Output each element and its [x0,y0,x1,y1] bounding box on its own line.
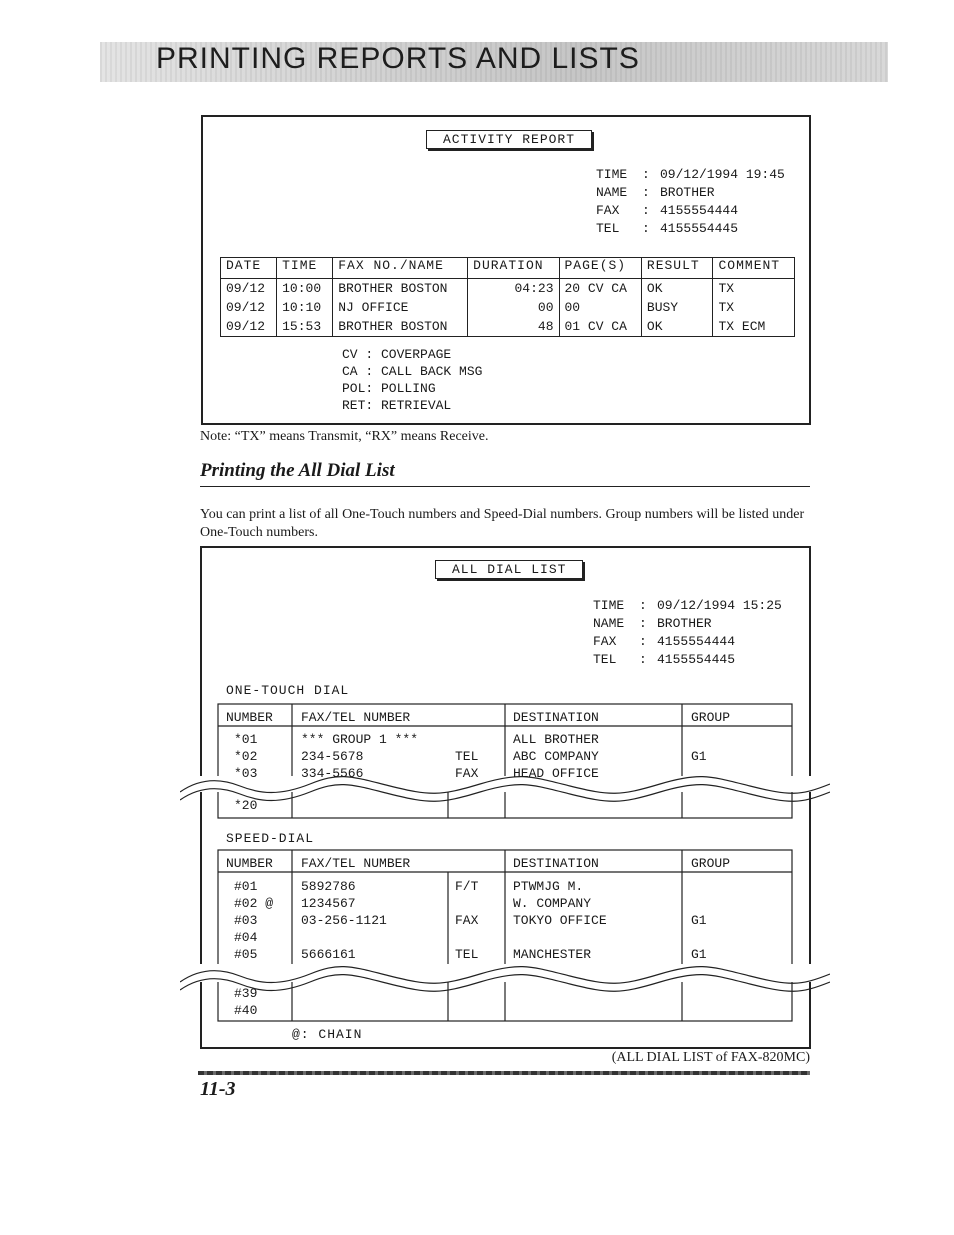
page-number: 11-3 [200,1078,236,1100]
chain-note: @: CHAIN [292,1027,363,1042]
activity-cell: 10:10 [277,298,333,317]
activity-cell: 15:53 [277,317,333,337]
activity-row [221,317,795,337]
activity-column-header: COMMENT [713,258,795,279]
activity-column-header: FAX NO./NAME [333,258,468,279]
speed-dial-type: FAX [455,913,479,928]
activity-column-header: PAGE(S) [559,258,641,279]
speed-dial-column-header: GROUP [691,856,731,871]
speed-dial-grid [180,846,830,1026]
legend-line: CV : COVERPAGE [342,347,452,362]
activity-info-row [596,202,785,220]
one-touch-column-header: DESTINATION [513,710,599,725]
dial-info-value: 09/12/1994 15:25 [657,598,782,613]
speed-dial-fax-tel: 1234567 [301,896,356,911]
dial-info-value: 4155554444 [657,634,736,649]
dial-info-row [593,615,782,633]
speed-dial-destination: TOKYO OFFICE [513,913,607,928]
activity-info-key: TIME [596,167,628,182]
dial-info-sep: : [639,652,647,667]
activity-info-sep: : [642,185,650,200]
activity-cell: 09/12 [221,317,277,337]
one-touch-destination: HEAD OFFICE [513,766,599,781]
one-touch-destination: ALL BROTHER [513,732,599,747]
activity-cell: BROTHER BOSTON [333,279,468,299]
legend-line: RET: RETRIEVAL [342,398,452,413]
one-touch-column-header: NUMBER [226,710,273,725]
activity-cell: 09/12 [221,298,277,317]
activity-info-value: 4155554444 [660,203,739,218]
activity-column-header: RESULT [641,258,713,279]
header-title: PRINTING REPORTS AND LISTS [156,42,640,75]
speed-dial-type: F/T [455,879,479,894]
dial-info-key: NAME [593,616,625,631]
activity-cell: TX ECM [713,317,795,337]
dial-info-sep: : [639,634,647,649]
dial-info-row [593,651,782,669]
one-touch-type: TEL [455,749,479,764]
speed-dial-number: #02 @ [234,896,274,911]
one-touch-column-header: FAX/TEL NUMBER [301,710,411,725]
one-touch-number: *03 [234,766,258,781]
figure-caption: (ALL DIAL LIST of FAX-820MC) [611,1050,810,1065]
speed-dial-group: G1 [691,947,707,962]
activity-report-title: ACTIVITY REPORT [426,130,592,149]
activity-cell: 09/12 [221,279,277,299]
activity-cell: 04:23 [468,279,559,299]
speed-dial-number: #01 [234,879,258,894]
activity-cell: 48 [468,317,559,337]
activity-info-key: NAME [596,185,628,200]
dial-info-row [593,597,782,615]
activity-info-sep: : [642,203,650,218]
activity-row [221,298,795,317]
speed-dial-number: #03 [234,913,258,928]
activity-cell: 10:00 [277,279,333,299]
header-banner [100,42,888,82]
note-text: Note: “TX” means Transmit, “RX” means Receive. [200,429,489,444]
speed-dial-type: TEL [455,947,479,962]
activity-column-header: DATE [221,258,277,279]
activity-info-sep: : [642,221,650,236]
one-touch-column-header: GROUP [691,710,731,725]
legend-line: POL: POLLING [342,381,436,396]
speed-dial-column-header: NUMBER [226,856,273,871]
activity-cell: BUSY [641,298,713,317]
dial-list-info [593,597,782,669]
speed-dial-column-header: DESTINATION [513,856,599,871]
dial-info-key: FAX [593,634,617,649]
activity-cell: NJ OFFICE [333,298,468,317]
activity-cell: TX [713,298,795,317]
activity-cell: BROTHER BOSTON [333,317,468,337]
activity-cell: 00 [559,298,641,317]
activity-row [221,279,795,299]
speed-dial-number: #04 [234,930,258,945]
dial-info-key: TIME [593,598,625,613]
speed-dial-fax-tel: 5892786 [301,879,356,894]
section-intro: You can print a list of all One-Touch numbers and Speed-Dial numbers. Group numbers will be listed under One-Touch numbers. [200,507,805,540]
activity-info-row [596,184,785,202]
speed-dial-label: SPEED-DIAL [226,831,315,846]
section-title: Printing the All Dial List [200,460,395,481]
dial-info-sep: : [639,616,647,631]
activity-column-header: DURATION [468,258,559,279]
activity-info-key: TEL [596,221,620,236]
speed-dial-destination: W. COMPANY [513,896,592,911]
one-touch-number: *02 [234,749,258,764]
dial-info-value: BROTHER [657,616,712,631]
one-touch-fax-tel: 334-5566 [301,766,364,781]
one-touch-number: *20 [234,798,258,813]
activity-legend [342,346,482,414]
one-touch-grid [180,700,830,825]
one-touch-type: FAX [455,766,479,781]
speed-dial-number: #05 [234,947,258,962]
dial-info-row [593,633,782,651]
section-divider [200,486,810,487]
activity-info-row [596,166,785,184]
dial-info-sep: : [639,598,647,613]
speed-dial-destination: PTWMJG M. [513,879,584,894]
one-touch-destination: ABC COMPANY [513,749,599,764]
activity-cell: OK [641,279,713,299]
activity-cell: TX [713,279,795,299]
activity-info [596,166,785,238]
speed-dial-number: #40 [234,1003,258,1018]
one-touch-fax-tel: *** GROUP 1 *** [301,732,419,747]
activity-cell: 01 CV CA [559,317,641,337]
speed-dial-destination: MANCHESTER [513,947,592,962]
activity-info-value: 4155554445 [660,221,739,236]
speed-dial-column-header: FAX/TEL NUMBER [301,856,411,871]
speed-dial-fax-tel: 5666161 [301,947,356,962]
speed-dial-group: G1 [691,913,707,928]
one-touch-number: *01 [234,732,258,747]
one-touch-label: ONE-TOUCH DIAL [226,683,350,698]
activity-info-value: BROTHER [660,185,715,200]
activity-info-row [596,220,785,238]
dial-info-key: TEL [593,652,617,667]
activity-cell: OK [641,317,713,337]
activity-column-header: TIME [277,258,333,279]
footer-rule [198,1071,810,1075]
speed-dial-number: #39 [234,986,258,1001]
dial-list-title: ALL DIAL LIST [435,560,583,579]
legend-line: CA : CALL BACK MSG [342,364,483,379]
activity-info-key: FAX [596,203,620,218]
activity-cell: 00 [468,298,559,317]
speed-dial-fax-tel: 03-256-1121 [301,913,387,928]
one-touch-fax-tel: 234-5678 [301,749,364,764]
activity-info-value: 09/12/1994 19:45 [660,167,785,182]
activity-info-sep: : [642,167,650,182]
activity-table [220,257,795,337]
dial-info-value: 4155554445 [657,652,736,667]
one-touch-group: G1 [691,749,707,764]
activity-cell: 20 CV CA [559,279,641,299]
